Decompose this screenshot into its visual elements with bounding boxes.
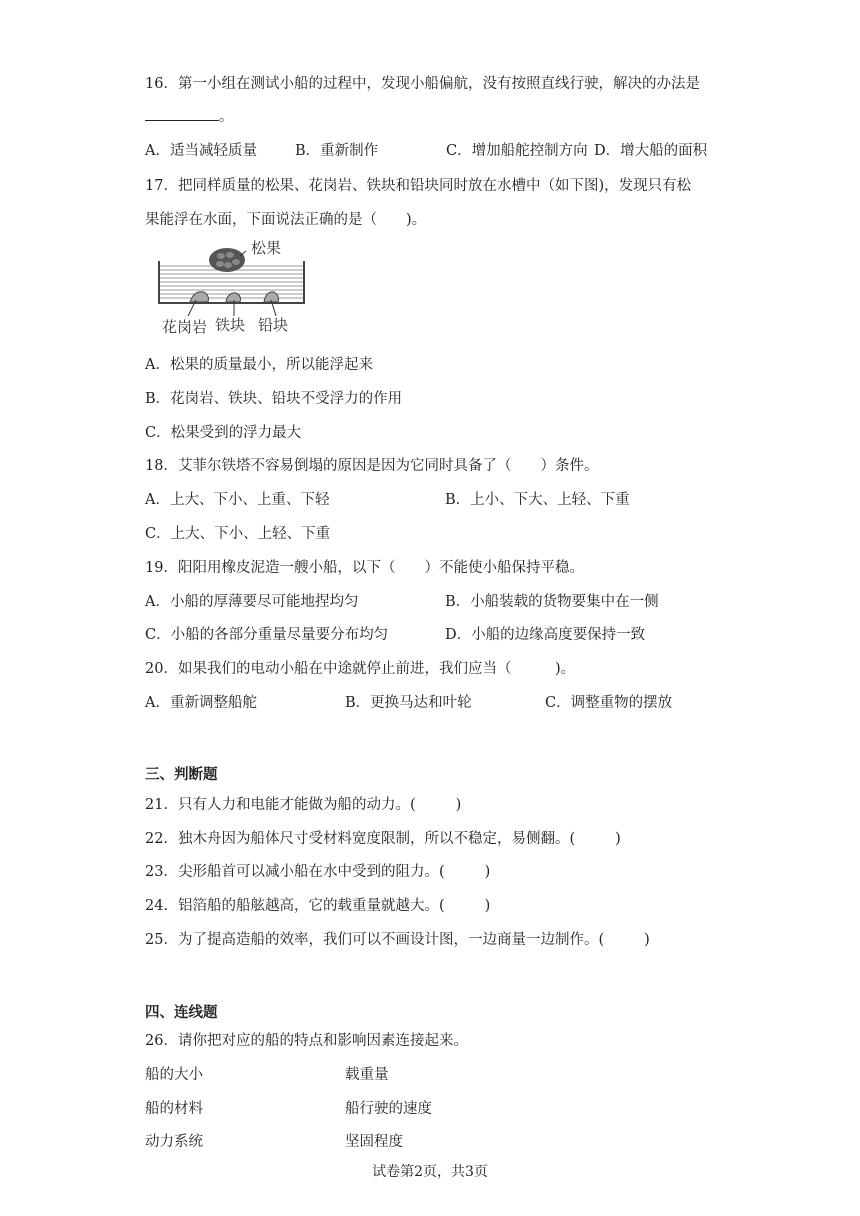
q17-option-b: B．花岗岩、铁块、铅块不受浮力的作用 (145, 391, 403, 407)
q20-option-a: A．重新调整船舵 (145, 695, 257, 711)
granite-shape (190, 292, 209, 302)
q17-stem-line1: 17．把同样质量的松果、花岗岩、铁块和铅块同时放在水槽中（如下图)，发现只有松 (145, 178, 692, 194)
judge-item-25: 25．为了提高造船的效率，我们可以不画设计图，一边商量一边制作。( ) (145, 932, 650, 948)
q16-option-b: B．重新制作 (295, 143, 379, 159)
q16-answer-line (145, 108, 234, 126)
section3-title: 三、判断题 (145, 767, 218, 783)
q18-option-b: B．上小、下大、上轻、下重 (445, 492, 630, 508)
q20-stem: 20．如果我们的电动小船在中途就停止前进，我们应当（ )。 (145, 661, 576, 677)
q18-option-a: A．上大、下小、上重、下轻 (145, 492, 330, 508)
match-right-item[interactable]: 船行驶的速度 (345, 1101, 432, 1117)
judge-item-21: 21．只有人力和电能才能做为船的动力。( ) (145, 797, 462, 813)
q16-option-a: A．适当减轻质量 (145, 143, 257, 159)
match-left-item[interactable]: 动力系统 (145, 1134, 203, 1150)
lead-label: 铅块 (258, 316, 289, 334)
q19-option-a: A．小船的厚薄要尽可能地捏均匀 (145, 594, 359, 610)
match-left-item[interactable]: 船的材料 (145, 1101, 203, 1117)
q20-option-b: B．更换马达和叶轮 (345, 695, 472, 711)
q19-stem: 19．阳阳用橡皮泥造一艘小船，以下（ ）不能使小船保持平稳。 (145, 560, 584, 576)
pinecone-shape (209, 248, 245, 272)
judge-item-22: 22．独木舟因为船体尺寸受材料宽度限制，所以不稳定，易侧翻。( ) (145, 831, 621, 847)
q17-stem-line2: 果能浮在水面，下面说法正确的是（ )。 (145, 212, 427, 228)
q16-stem: 16．第一小组在测试小船的过程中，发现小船偏航，没有按照直线行驶，解决的办法是 (145, 76, 700, 92)
q19-option-b: B．小船装载的货物要集中在一侧 (445, 594, 659, 610)
answer-blank[interactable] (145, 108, 219, 121)
q16-option-c: C．增加船舵控制方向 (446, 143, 588, 159)
q19-option-d: D．小船的边缘高度要保持一致 (445, 627, 646, 643)
match-left-item[interactable]: 船的大小 (145, 1067, 203, 1083)
granite-label: 花岗岩 (162, 318, 208, 336)
q16-tail: 。 (219, 109, 234, 125)
page-footer: 试卷第2页，共3页 (372, 1164, 488, 1180)
iron-label: 铁块 (215, 316, 246, 334)
match-right-item[interactable]: 坚固程度 (345, 1134, 403, 1150)
q20-option-c: C．调整重物的摆放 (545, 695, 673, 711)
q17-option-a: A．松果的质量最小，所以能浮起来 (145, 357, 373, 373)
q18-option-c: C．上大、下小、上轻、下重 (145, 526, 331, 542)
pinecone-label: 松果 (251, 239, 282, 257)
q17-option-c: C．松果受到的浮力最大 (145, 425, 302, 441)
match-right-item[interactable]: 载重量 (345, 1067, 389, 1083)
judge-item-24: 24．铝箔船的船舷越高，它的载重量就越大。( ) (145, 898, 491, 914)
judge-item-23: 23．尖形船首可以减小船在水中受到的阻力。( ) (145, 864, 491, 880)
water-tank-figure (150, 236, 310, 340)
section4-title: 四、连线题 (145, 1005, 218, 1021)
q18-stem: 18．艾菲尔铁塔不容易倒塌的原因是因为它同时具备了（ ）条件。 (145, 458, 599, 474)
q26-stem: 26．请你把对应的船的特点和影响因素连接起来。 (145, 1033, 468, 1049)
q16-option-d: D．增大船的面积 (594, 143, 708, 159)
q19-option-c: C．小船的各部分重量尽量要分布均匀 (145, 627, 389, 643)
